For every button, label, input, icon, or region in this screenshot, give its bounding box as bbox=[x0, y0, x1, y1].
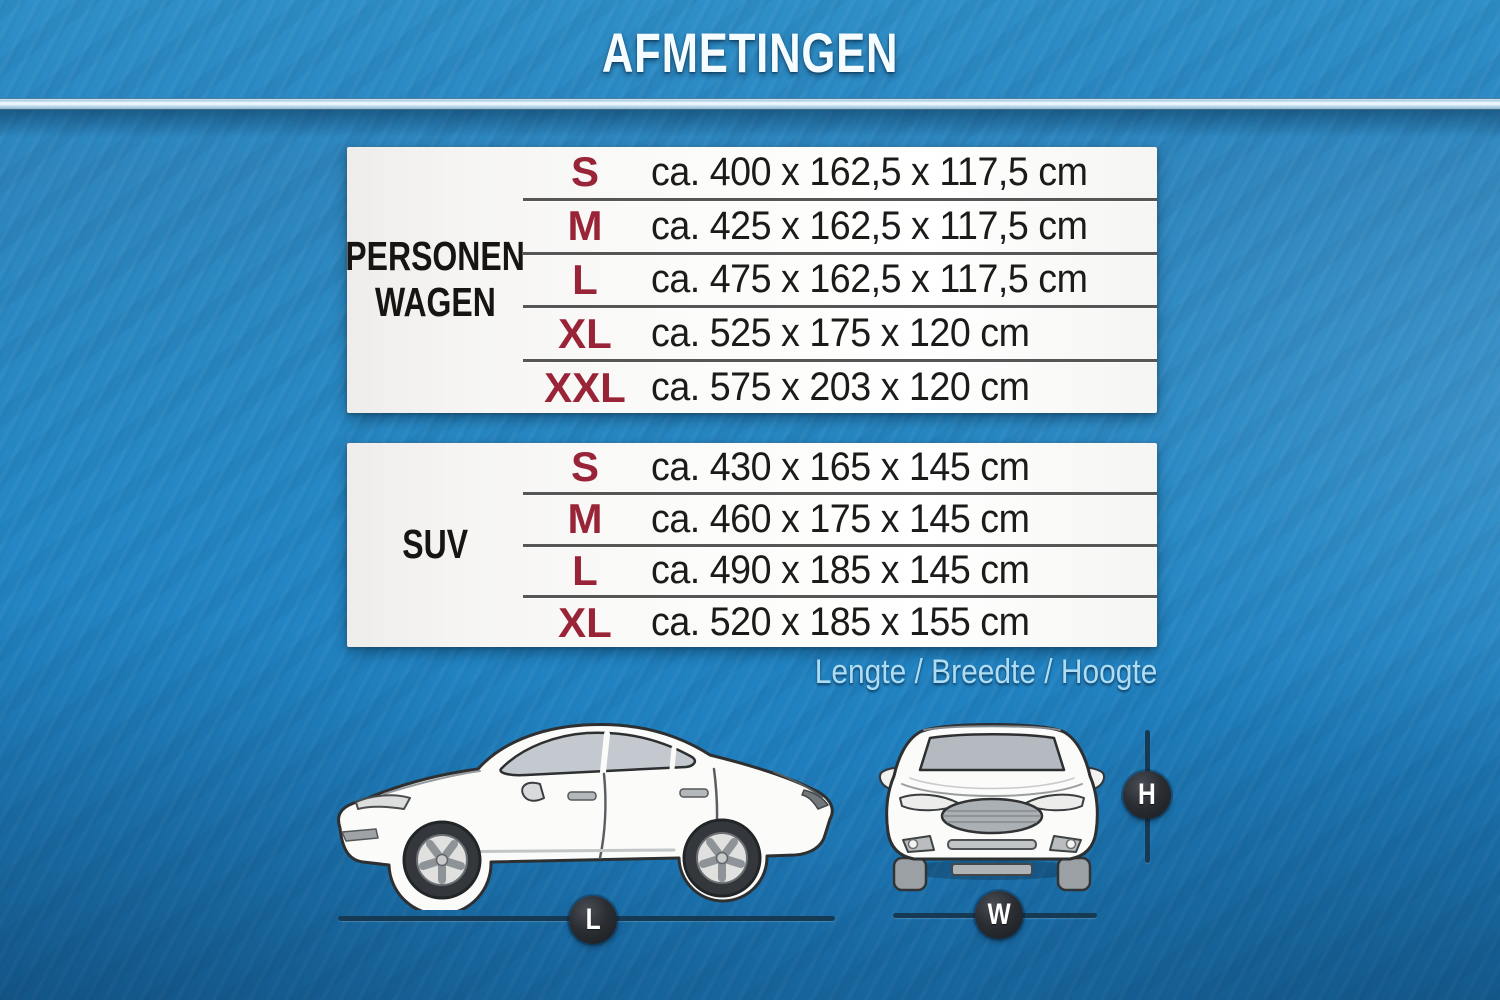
size-label: XL bbox=[558, 309, 612, 357]
table-row bbox=[523, 547, 1157, 599]
size-label: XL bbox=[558, 598, 612, 646]
length-badge: L bbox=[569, 896, 617, 944]
rear-wheel bbox=[684, 820, 760, 896]
size-label: S bbox=[570, 443, 599, 491]
size-label: S bbox=[570, 148, 599, 196]
width-badge: W bbox=[975, 891, 1023, 939]
table-row bbox=[523, 201, 1157, 255]
dimensions-value: ca. 475 x 162,5 x 117,5 cm bbox=[651, 257, 1088, 302]
table-row bbox=[523, 443, 1157, 495]
size-label: M bbox=[567, 202, 603, 250]
dimensions-value: ca. 400 x 162,5 x 117,5 cm bbox=[651, 149, 1088, 194]
table-label-line: WAGEN bbox=[374, 279, 496, 325]
front-wheel bbox=[404, 822, 480, 898]
table-label-suv bbox=[347, 443, 523, 647]
size-label: M bbox=[567, 495, 603, 543]
table-label-line: SUV bbox=[402, 521, 468, 568]
size-label: L bbox=[572, 546, 598, 594]
table-row bbox=[523, 255, 1157, 309]
header-divider-shadow bbox=[0, 110, 1500, 138]
dimensions-value: ca. 490 x 185 x 145 cm bbox=[651, 548, 1030, 593]
size-label: XXL bbox=[544, 363, 626, 411]
table-label-line: PERSONEN bbox=[345, 233, 525, 280]
dimensions-value: ca. 520 x 185 x 155 cm bbox=[651, 600, 1030, 645]
table-label-personenwagen bbox=[347, 147, 523, 413]
table-row bbox=[523, 495, 1157, 547]
page-title-text: AFMETINGEN bbox=[601, 21, 899, 84]
height-badge: H bbox=[1123, 771, 1171, 819]
car-front-group bbox=[880, 725, 1104, 891]
table-row bbox=[523, 147, 1157, 201]
header-divider-rule bbox=[0, 98, 1500, 110]
size-label: L bbox=[572, 255, 598, 303]
table-row bbox=[523, 598, 1157, 647]
car-side-illustration bbox=[322, 710, 857, 910]
table-rows bbox=[523, 147, 1157, 413]
dimensions-value: ca. 425 x 162,5 x 117,5 cm bbox=[651, 203, 1088, 248]
table-row bbox=[523, 362, 1157, 413]
spec-table-personenwagen bbox=[347, 147, 1157, 413]
table-rows bbox=[523, 443, 1157, 647]
dimensions-value: ca. 430 x 165 x 145 cm bbox=[651, 444, 1030, 489]
dimensions-value: ca. 525 x 175 x 120 cm bbox=[651, 311, 1030, 356]
table-row bbox=[523, 308, 1157, 362]
legend-note: Lengte / Breedte / Hoogte bbox=[814, 653, 1157, 691]
dimensions-value: ca. 575 x 203 x 120 cm bbox=[651, 365, 1030, 410]
dimensions-value: ca. 460 x 175 x 145 cm bbox=[651, 496, 1030, 541]
car-front-illustration bbox=[872, 712, 1112, 897]
spec-table-suv bbox=[347, 443, 1157, 647]
car-side-group bbox=[339, 724, 833, 910]
page-title bbox=[0, 20, 1500, 85]
